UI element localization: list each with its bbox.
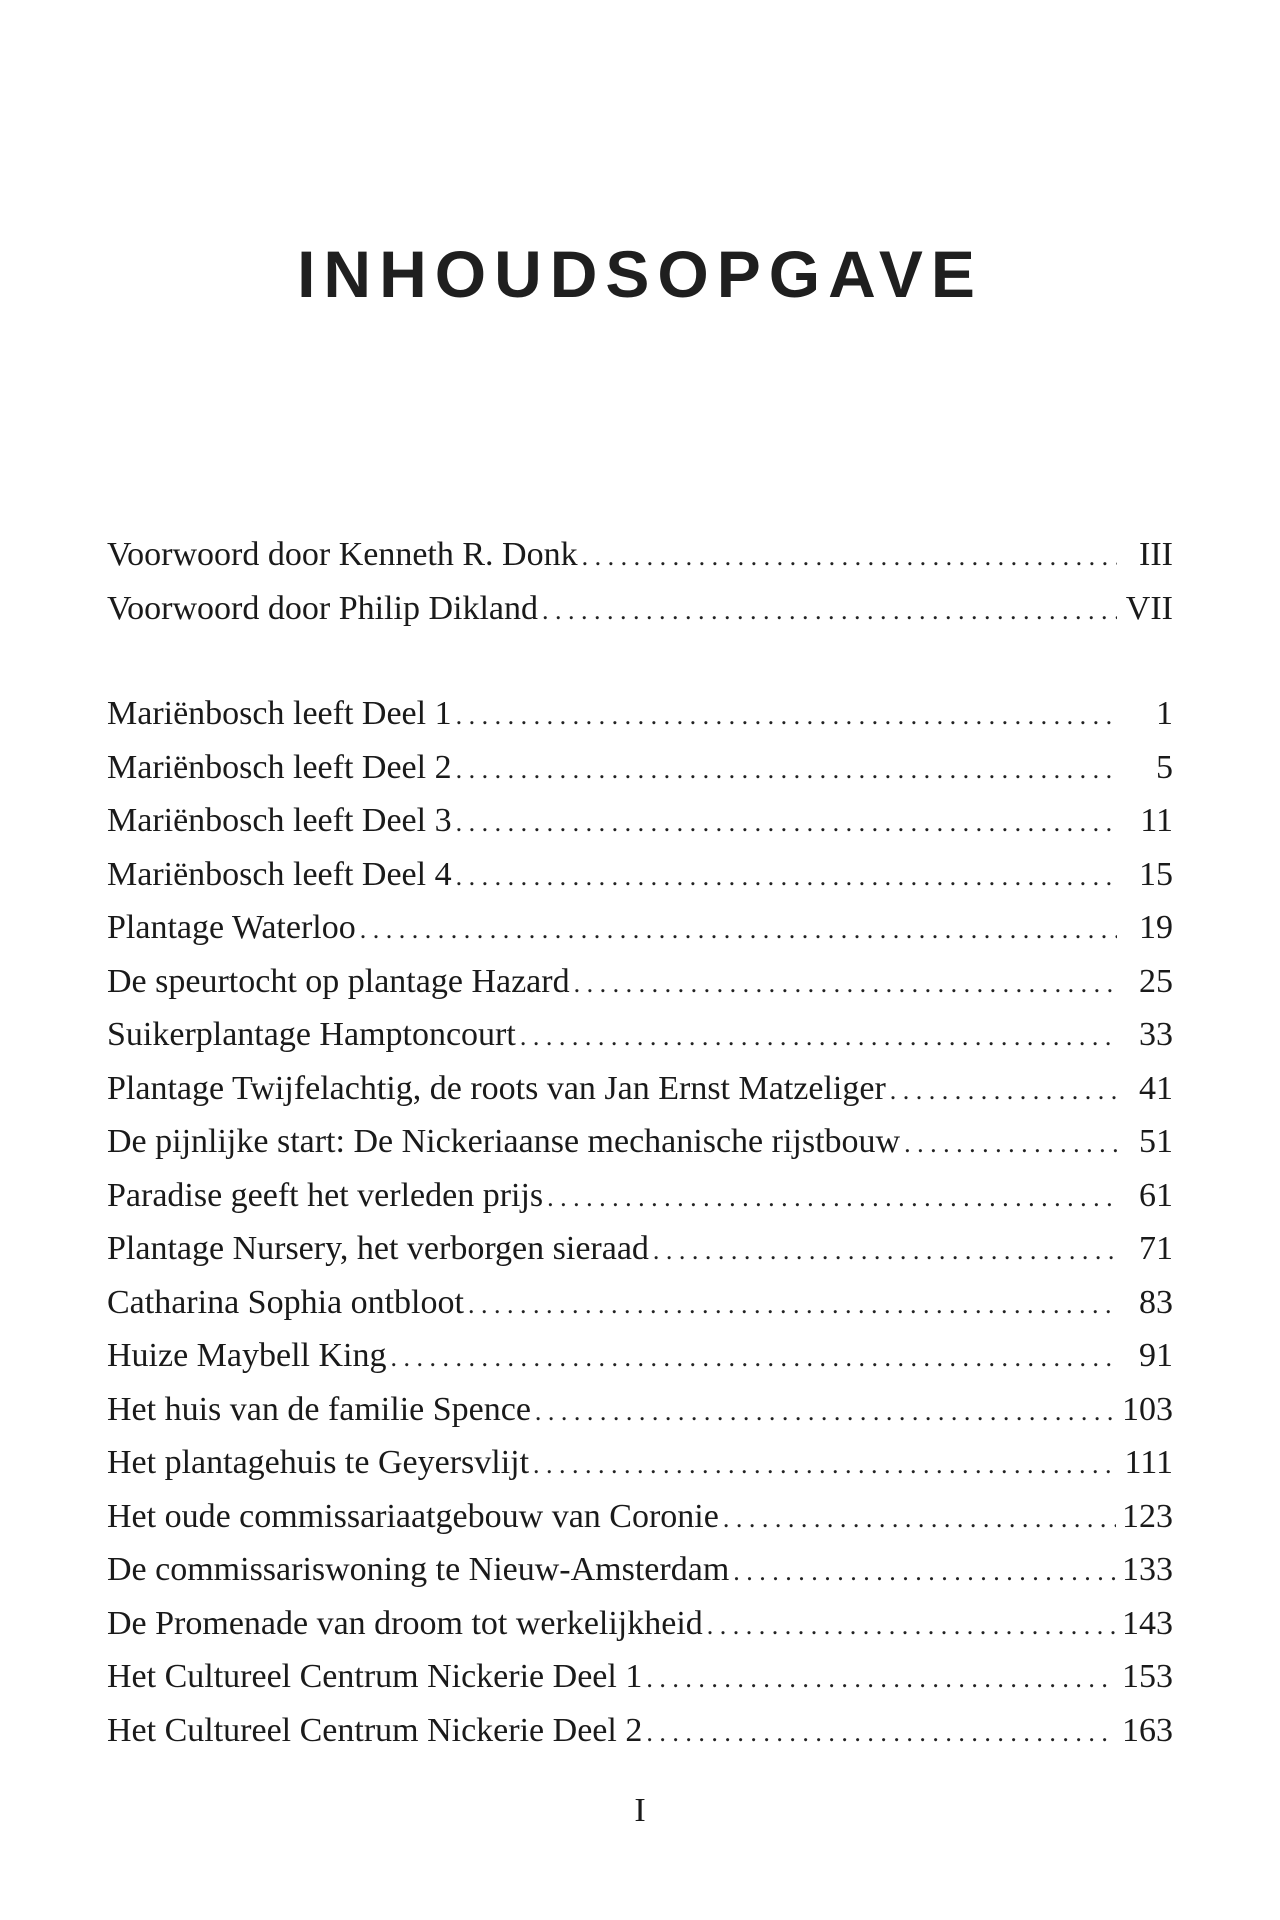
toc-leader-dots bbox=[547, 1171, 1117, 1225]
toc-entry-page: 61 bbox=[1139, 1176, 1173, 1214]
toc-entry-title: Het Cultureel Centrum Nickerie Deel 2 bbox=[107, 1711, 643, 1749]
toc-entry-title: Plantage Waterloo bbox=[107, 909, 356, 946]
toc-entry-title: Mariënbosch leeft Deel 4 bbox=[107, 855, 452, 893]
toc-entry-title: Het Cultureel Centrum Nickerie Deel 1 bbox=[107, 1658, 643, 1695]
toc-entry bbox=[107, 741, 1173, 795]
toc-entry-page: VII bbox=[1125, 589, 1173, 627]
toc-entry-page: 163 bbox=[1122, 1711, 1173, 1749]
toc-entry-page: 143 bbox=[1122, 1604, 1173, 1642]
toc-leader-dots bbox=[653, 1224, 1117, 1278]
toc-entry bbox=[107, 1383, 1173, 1437]
toc-entry-page: 25 bbox=[1139, 962, 1173, 1000]
toc-leader-dots bbox=[456, 850, 1117, 904]
toc-entry bbox=[107, 528, 1173, 582]
toc-entry bbox=[107, 901, 1173, 955]
toc-chapter-list bbox=[107, 687, 1173, 1757]
toc-entry-page: 123 bbox=[1122, 1497, 1173, 1535]
toc-entry-title: Het huis van de familie Spence bbox=[107, 1390, 531, 1428]
toc-entry-title: Voorwoord door Philip Dikland bbox=[107, 589, 538, 627]
toc-entry bbox=[107, 1597, 1173, 1651]
toc-entry bbox=[107, 1650, 1173, 1704]
toc-entry-page: 5 bbox=[1156, 748, 1173, 786]
toc-entry-page: 91 bbox=[1139, 1337, 1173, 1374]
toc-entry-title: De pijnlijke start: De Nickeriaanse mechanische rijstbouw bbox=[107, 1123, 901, 1160]
toc-entry-page: 103 bbox=[1122, 1390, 1173, 1428]
toc-entry-title: Plantage Nursery, het verborgen sieraad bbox=[107, 1230, 649, 1267]
toc-entry-page: 1 bbox=[1156, 695, 1173, 732]
toc-leader-dots bbox=[733, 1545, 1116, 1599]
toc-entry-title: Het plantagehuis te Geyersvlijt bbox=[107, 1444, 530, 1481]
toc-entry-title: De commissariswoning te Nieuw-Amsterdam bbox=[107, 1551, 730, 1588]
toc-entry bbox=[107, 582, 1173, 636]
toc-entry bbox=[107, 687, 1173, 741]
toc-entry-title: Mariënbosch leeft Deel 1 bbox=[107, 695, 452, 732]
toc-entry-title: Plantage Twijfelachtig, de roots van Jan Ernst Matzeliger bbox=[107, 1069, 886, 1107]
toc-leader-dots bbox=[535, 1385, 1116, 1439]
toc-entry bbox=[107, 848, 1173, 902]
toc-entry bbox=[107, 1115, 1173, 1169]
toc-entry-title: Catharina Sophia ontbloot bbox=[107, 1283, 464, 1321]
toc-entry bbox=[107, 1436, 1173, 1490]
toc-entry-page: 153 bbox=[1122, 1658, 1173, 1695]
toc-leader-dots bbox=[468, 1278, 1117, 1332]
toc-entry-page: 15 bbox=[1139, 855, 1173, 893]
toc-leader-dots bbox=[360, 903, 1117, 957]
toc-entry-page: 51 bbox=[1139, 1123, 1173, 1160]
toc-entry-page: 83 bbox=[1139, 1283, 1173, 1321]
toc-entry bbox=[107, 1062, 1173, 1116]
toc-leader-dots bbox=[574, 957, 1117, 1011]
toc-entry bbox=[107, 1276, 1173, 1330]
toc-entry bbox=[107, 1490, 1173, 1544]
toc-leader-dots bbox=[391, 1331, 1118, 1385]
toc-entry bbox=[107, 1222, 1173, 1276]
toc-leader-dots bbox=[542, 584, 1117, 638]
toc-entry-page: 133 bbox=[1122, 1551, 1173, 1588]
toc-leader-dots bbox=[646, 1706, 1116, 1760]
toc-entry-page: 11 bbox=[1140, 802, 1173, 839]
toc-entry bbox=[107, 1008, 1173, 1062]
toc-entry-page: 41 bbox=[1139, 1069, 1173, 1107]
toc-entry-page: 19 bbox=[1139, 909, 1173, 946]
toc-leader-dots bbox=[456, 796, 1117, 850]
toc-entry bbox=[107, 1329, 1173, 1383]
toc-entry-title: Mariënbosch leeft Deel 2 bbox=[107, 748, 452, 786]
toc-leader-dots bbox=[646, 1652, 1116, 1706]
page-number: I bbox=[634, 1792, 646, 1829]
toc-leader-dots bbox=[456, 743, 1117, 797]
toc-leader-dots bbox=[520, 1010, 1117, 1064]
toc-leader-dots bbox=[456, 689, 1117, 743]
toc-entry-page: 33 bbox=[1139, 1016, 1173, 1053]
toc-entry bbox=[107, 1169, 1173, 1223]
toc-leader-dots bbox=[533, 1438, 1117, 1492]
toc-leader-dots bbox=[582, 530, 1117, 584]
toc-entry-title: De speurtocht op plantage Hazard bbox=[107, 962, 570, 1000]
toc-entry-title: Voorwoord door Kenneth R. Donk bbox=[107, 536, 578, 573]
toc-entry bbox=[107, 1704, 1173, 1758]
toc-entry-page: 71 bbox=[1139, 1230, 1173, 1267]
toc-entry-page: III bbox=[1139, 536, 1173, 573]
toc-foreword-list bbox=[107, 528, 1173, 635]
toc-entry bbox=[107, 955, 1173, 1009]
toc-leader-dots bbox=[707, 1599, 1116, 1653]
toc-leader-dots bbox=[904, 1117, 1117, 1171]
toc-entry-title: Suikerplantage Hamptoncourt bbox=[107, 1016, 516, 1053]
toc-entry-page: 111 bbox=[1124, 1444, 1173, 1481]
toc-leader-dots bbox=[890, 1064, 1117, 1118]
toc-entry bbox=[107, 1543, 1173, 1597]
toc-entry-title: Paradise geeft het verleden prijs bbox=[107, 1176, 544, 1214]
toc-entry-title: Het oude commissariaatgebouw van Coronie bbox=[107, 1497, 719, 1535]
toc-entry-title: De Promenade van droom tot werkelijkheid bbox=[107, 1604, 703, 1642]
toc-entry bbox=[107, 794, 1173, 848]
toc-entry-title: Mariënbosch leeft Deel 3 bbox=[107, 802, 452, 839]
toc-leader-dots bbox=[723, 1492, 1116, 1546]
page-title: INHOUDSOPGAVE bbox=[297, 237, 983, 311]
toc-entry-title: Huize Maybell King bbox=[107, 1337, 387, 1374]
